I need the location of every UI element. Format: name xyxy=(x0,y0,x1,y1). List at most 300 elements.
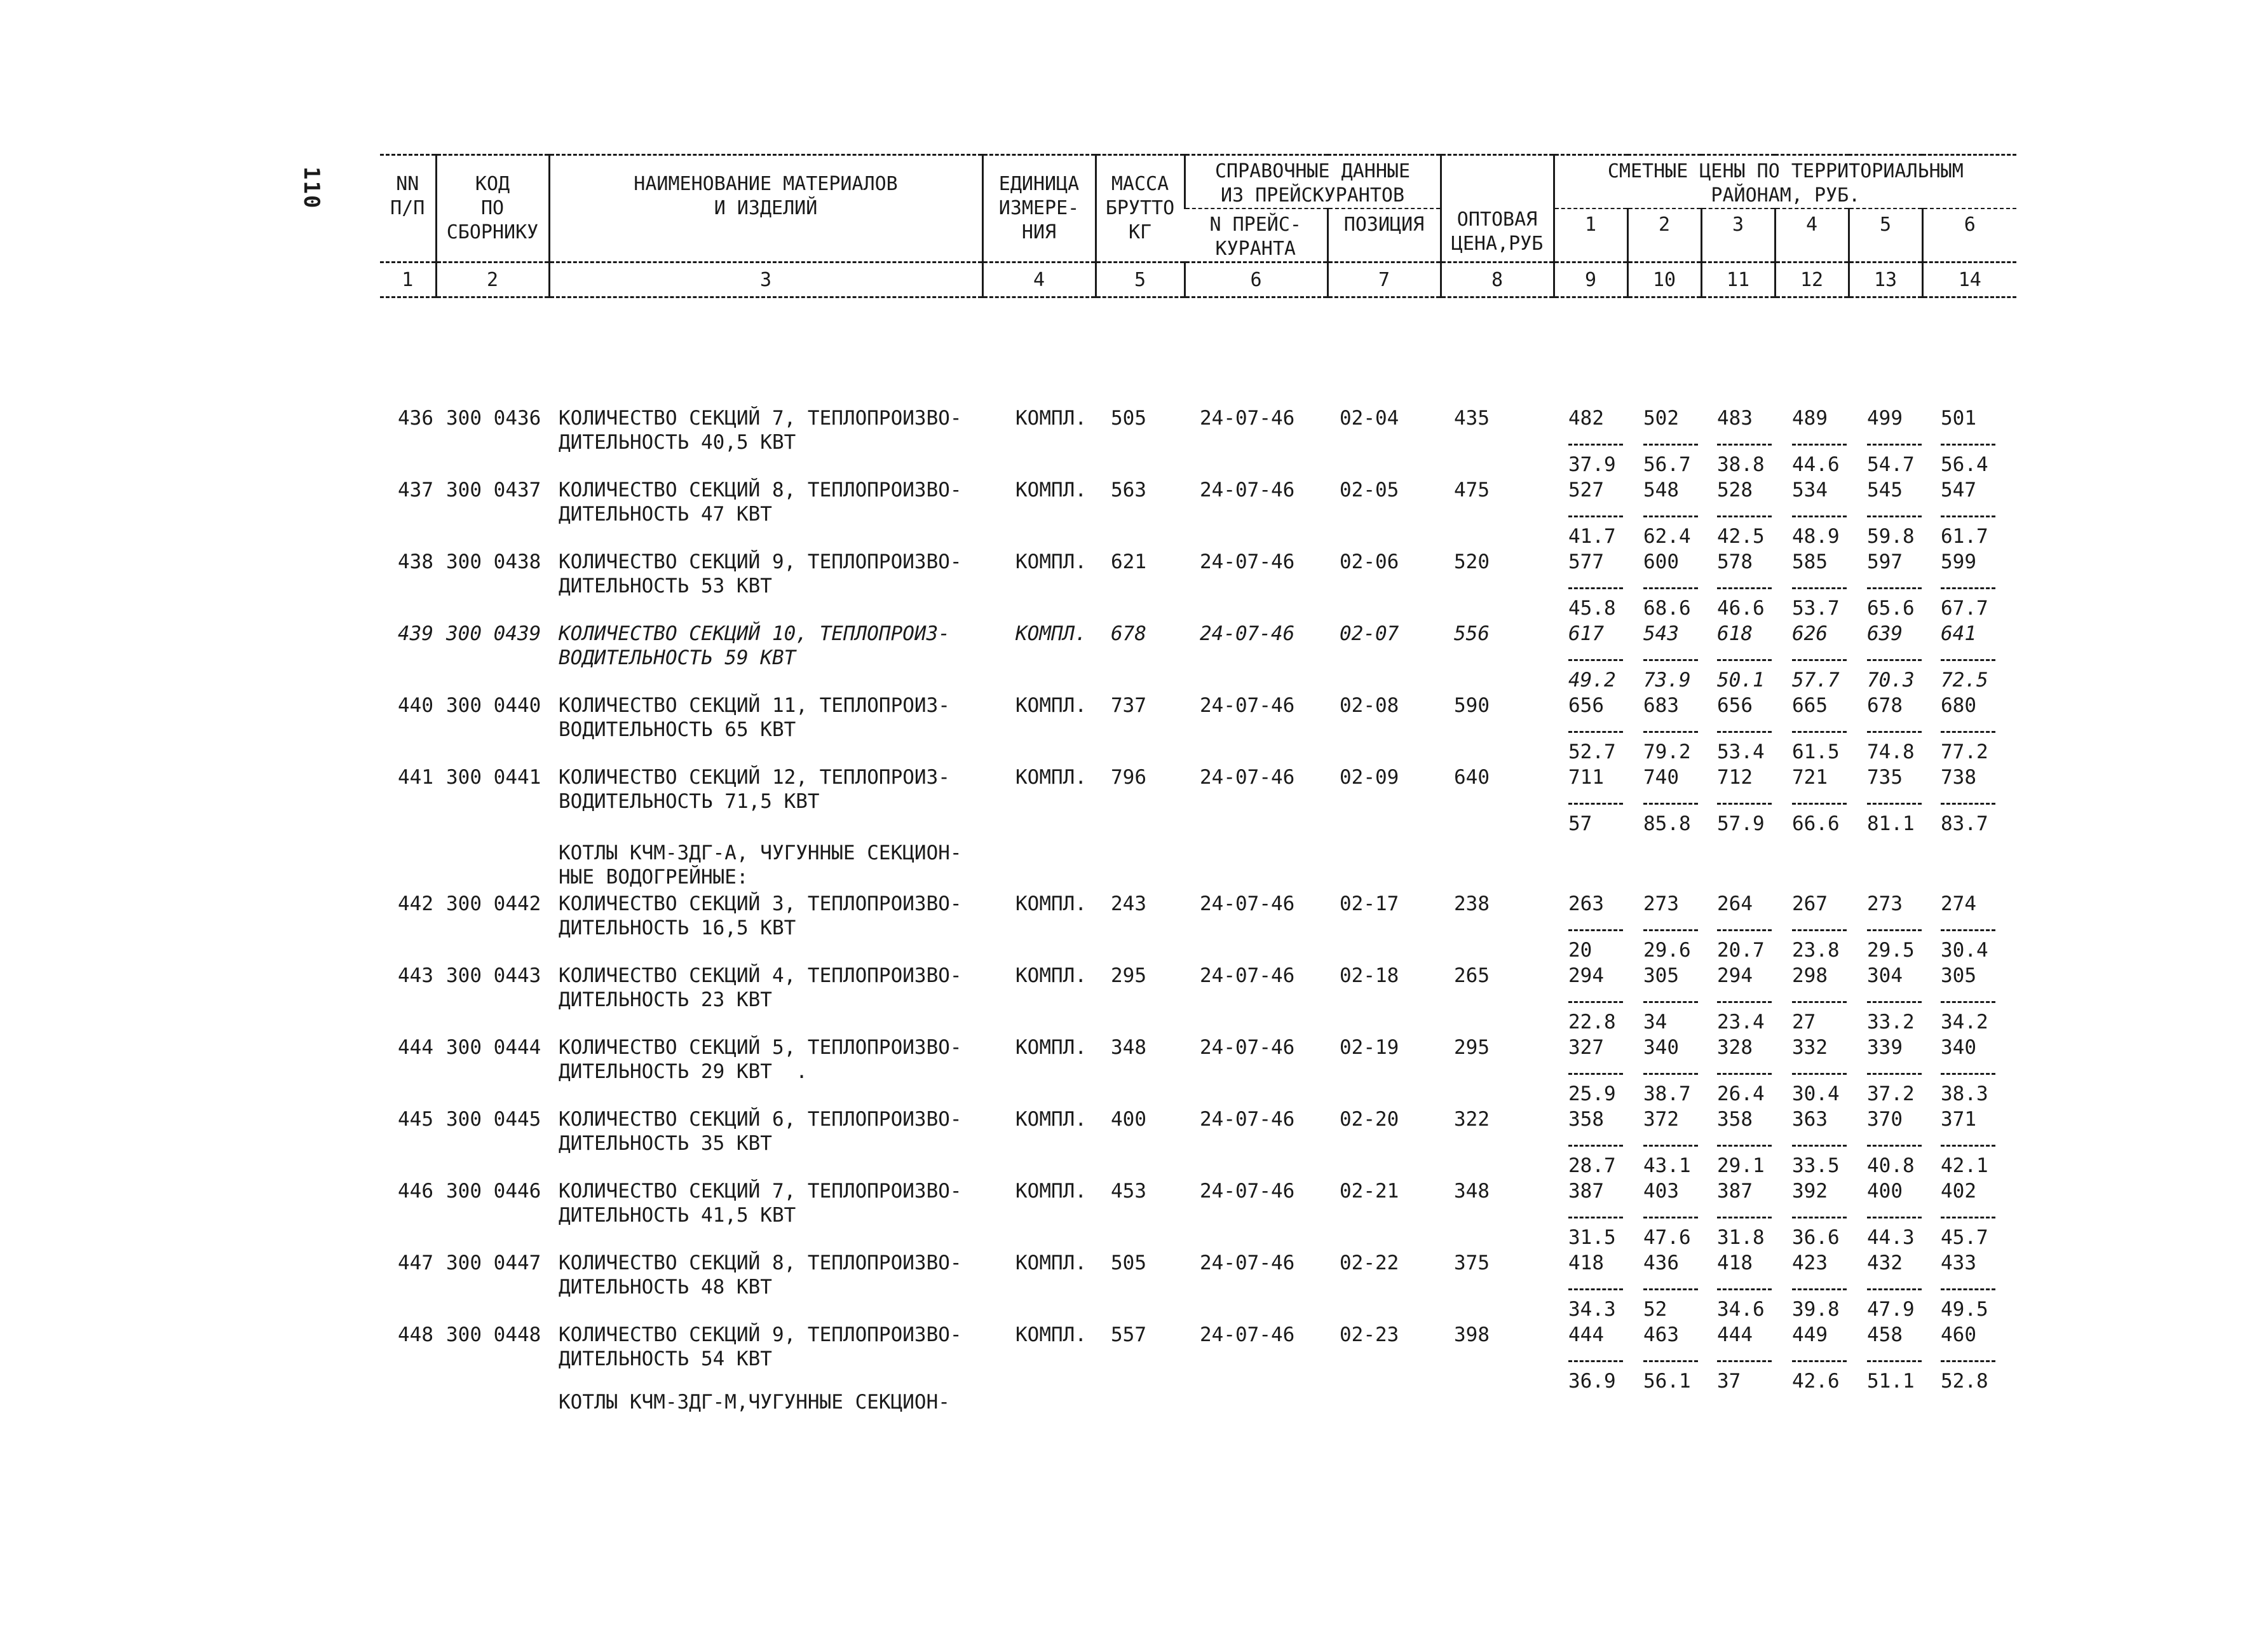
price-lower: 49.2 xyxy=(1568,669,1616,692)
price-lower: 57.7 xyxy=(1792,669,1840,692)
price-upper: 263 xyxy=(1568,892,1604,915)
header-price-list: N ПРЕЙС- КУРАНТА xyxy=(1185,208,1328,263)
price-lower: 29.1 xyxy=(1717,1154,1765,1177)
price-upper: 547 xyxy=(1941,479,1976,502)
row-wholesale: 590 xyxy=(1454,694,1490,717)
price-lower: 67.7 xyxy=(1941,597,1988,620)
row-region-prices xyxy=(1568,1036,2026,1108)
fraction-bar xyxy=(1941,1217,1995,1218)
fraction-bar xyxy=(1568,515,1623,517)
price-lower: 29.6 xyxy=(1643,939,1691,962)
fraction-bar xyxy=(1643,1360,1698,1362)
price-lower: 48.9 xyxy=(1792,525,1840,548)
row-code: 300 0440 xyxy=(446,694,541,717)
row-name: КОЛИЧЕСТВО СЕКЦИЙ 7, ТЕПЛОПРОИЗВО- xyxy=(559,407,962,430)
fraction-bar xyxy=(1792,1360,1847,1362)
row-number: 443 xyxy=(398,964,433,987)
row-mass: 796 xyxy=(1111,766,1146,789)
fraction-bar xyxy=(1792,731,1847,733)
price-upper: 585 xyxy=(1792,550,1828,573)
row-code: 300 0439 xyxy=(446,622,541,645)
row-price-list: 24-07-46 xyxy=(1200,1180,1295,1203)
fraction-bar xyxy=(1568,929,1623,931)
fraction-bar xyxy=(1717,444,1772,446)
price-upper: 339 xyxy=(1867,1036,1903,1059)
price-upper: 578 xyxy=(1717,550,1753,573)
page-number: 110 xyxy=(299,167,324,210)
price-lower: 38.7 xyxy=(1643,1082,1691,1105)
fraction-bar xyxy=(1941,1073,1995,1075)
price-lower: 34.3 xyxy=(1568,1298,1616,1321)
row-name: КОЛИЧЕСТВО СЕКЦИЙ 8, ТЕПЛОПРОИЗВО- xyxy=(559,1252,962,1274)
price-upper: 267 xyxy=(1792,892,1828,915)
row-name: КОЛИЧЕСТВО СЕКЦИЙ 9, ТЕПЛОПРОИЗВО- xyxy=(559,550,962,573)
table-row xyxy=(380,1108,2026,1180)
table-body xyxy=(380,407,2026,1395)
row-unit: КОМПЛ. xyxy=(1015,550,1087,573)
row-unit: КОМПЛ. xyxy=(1015,1036,1087,1059)
table-row xyxy=(380,479,2026,550)
row-position: 02-23 xyxy=(1340,1323,1399,1346)
price-upper: 543 xyxy=(1643,622,1679,645)
row-name-cont: ДИТЕЛЬНОСТЬ 29 КВТ . xyxy=(559,1060,808,1083)
row-name: КОЛИЧЕСТВО СЕКЦИЙ 8, ТЕПЛОПРОИЗВО- xyxy=(559,479,962,502)
row-code: 300 0444 xyxy=(446,1036,541,1059)
row-position: 02-09 xyxy=(1340,766,1399,789)
row-name: КОЛИЧЕСТВО СЕКЦИЙ 7, ТЕПЛОПРОИЗВО- xyxy=(559,1180,962,1203)
fraction-bar xyxy=(1717,515,1772,517)
column-number: 11 xyxy=(1701,263,1775,297)
fraction-bar xyxy=(1643,803,1698,805)
price-upper: 711 xyxy=(1568,766,1604,789)
header-ref-group: СПРАВОЧНЫЕ ДАННЫЕ ИЗ ПРЕЙСКУРАНТОВ xyxy=(1185,155,1441,209)
row-position: 02-17 xyxy=(1340,892,1399,915)
price-upper: 641 xyxy=(1941,622,1976,645)
price-upper: 738 xyxy=(1941,766,1976,789)
section-title-kchm-m: КОТЛЫ КЧМ-ЗДГ-М,ЧУГУННЫЕ СЕКЦИОН- xyxy=(559,1391,950,1414)
header-code: КОД ПО СБОРНИКУ xyxy=(436,155,549,263)
row-code: 300 0437 xyxy=(446,479,541,502)
table-row xyxy=(380,892,2026,964)
price-lower: 61.5 xyxy=(1792,740,1840,763)
row-code: 300 0442 xyxy=(446,892,541,915)
price-lower: 56.1 xyxy=(1643,1370,1691,1393)
row-mass: 563 xyxy=(1111,479,1146,502)
price-upper: 683 xyxy=(1643,694,1679,717)
row-name: КОЛИЧЕСТВО СЕКЦИЙ 3, ТЕПЛОПРОИЗВО- xyxy=(559,892,962,915)
price-upper: 371 xyxy=(1941,1108,1976,1131)
fraction-bar xyxy=(1941,659,1995,661)
fraction-bar xyxy=(1792,1001,1847,1003)
price-upper: 332 xyxy=(1792,1036,1828,1059)
price-upper: 294 xyxy=(1568,964,1604,987)
fraction-bar xyxy=(1867,444,1922,446)
row-number: 445 xyxy=(398,1108,433,1131)
fraction-bar xyxy=(1643,1288,1698,1290)
row-name: КОЛИЧЕСТВО СЕКЦИЙ 11, ТЕПЛОПРОИЗ- xyxy=(559,694,950,717)
row-wholesale: 322 xyxy=(1454,1108,1490,1131)
row-number: 439 xyxy=(398,622,433,645)
table-row xyxy=(380,550,2026,622)
price-upper: 463 xyxy=(1643,1323,1679,1346)
price-upper: 597 xyxy=(1867,550,1903,573)
fraction-bar xyxy=(1867,1145,1922,1147)
row-wholesale: 520 xyxy=(1454,550,1490,573)
fraction-bar xyxy=(1867,929,1922,931)
row-mass: 243 xyxy=(1111,892,1146,915)
fraction-bar xyxy=(1941,515,1995,517)
fraction-bar xyxy=(1643,1073,1698,1075)
price-lower: 42.6 xyxy=(1792,1370,1840,1393)
row-code: 300 0448 xyxy=(446,1323,541,1346)
price-lower: 31.5 xyxy=(1568,1226,1616,1249)
price-lower: 37 xyxy=(1717,1370,1741,1393)
row-region-prices xyxy=(1568,622,2026,694)
row-name-cont: ДИТЕЛЬНОСТЬ 40,5 КВТ xyxy=(559,431,796,454)
price-upper: 599 xyxy=(1941,550,1976,573)
column-number: 14 xyxy=(1922,263,2016,297)
table-row xyxy=(380,407,2026,479)
row-name: КОЛИЧЕСТВО СЕКЦИЙ 10, ТЕПЛОПРОИЗ- xyxy=(559,622,950,645)
header-mass: МАССА БРУТТО КГ xyxy=(1096,155,1185,263)
row-region-prices xyxy=(1568,1180,2026,1252)
price-upper: 460 xyxy=(1941,1323,1976,1346)
section-title-line-1: КОТЛЫ КЧМ-ЗДГ-А, ЧУГУННЫЕ СЕКЦИОН- xyxy=(559,842,962,864)
row-position: 02-06 xyxy=(1340,550,1399,573)
fraction-bar xyxy=(1568,1001,1623,1003)
row-price-list: 24-07-46 xyxy=(1200,550,1295,573)
column-number: 6 xyxy=(1185,263,1328,297)
fraction-bar xyxy=(1941,731,1995,733)
price-lower: 49.5 xyxy=(1941,1298,1988,1321)
row-number: 447 xyxy=(398,1252,433,1274)
row-number: 444 xyxy=(398,1036,433,1059)
price-upper: 432 xyxy=(1867,1252,1903,1274)
price-lower: 29.5 xyxy=(1867,939,1915,962)
header-position: ПОЗИЦИЯ xyxy=(1328,208,1441,263)
price-lower: 34.2 xyxy=(1941,1011,1988,1034)
row-name-cont: ВОДИТЕЛЬНОСТЬ 65 КВТ xyxy=(559,718,796,741)
row-mass: 678 xyxy=(1111,622,1146,645)
fraction-bar xyxy=(1643,515,1698,517)
price-upper: 328 xyxy=(1717,1036,1753,1059)
price-upper: 600 xyxy=(1643,550,1679,573)
row-region-prices xyxy=(1568,964,2026,1036)
price-upper: 548 xyxy=(1643,479,1679,502)
price-upper: 499 xyxy=(1867,407,1903,430)
row-mass: 295 xyxy=(1111,964,1146,987)
row-price-list: 24-07-46 xyxy=(1200,766,1295,789)
price-lower: 38.3 xyxy=(1941,1082,1988,1105)
row-wholesale: 435 xyxy=(1454,407,1490,430)
row-wholesale: 475 xyxy=(1454,479,1490,502)
row-code: 300 0446 xyxy=(446,1180,541,1203)
table-row xyxy=(380,964,2026,1036)
price-lower: 45.7 xyxy=(1941,1226,1988,1249)
row-position: 02-04 xyxy=(1340,407,1399,430)
fraction-bar xyxy=(1717,1217,1772,1218)
row-position: 02-07 xyxy=(1340,622,1399,645)
price-upper: 678 xyxy=(1867,694,1903,717)
fraction-bar xyxy=(1643,1001,1698,1003)
price-lower: 77.2 xyxy=(1941,740,1988,763)
row-mass: 737 xyxy=(1111,694,1146,717)
row-unit: КОМПЛ. xyxy=(1015,892,1087,915)
price-upper: 274 xyxy=(1941,892,1976,915)
price-upper: 370 xyxy=(1867,1108,1903,1131)
row-mass: 453 xyxy=(1111,1180,1146,1203)
price-upper: 304 xyxy=(1867,964,1903,987)
fraction-bar xyxy=(1568,659,1623,661)
price-lower: 45.8 xyxy=(1568,597,1616,620)
fraction-bar xyxy=(1717,731,1772,733)
price-upper: 273 xyxy=(1643,892,1679,915)
fraction-bar xyxy=(1792,587,1847,589)
fraction-bar xyxy=(1867,1360,1922,1362)
price-upper: 712 xyxy=(1717,766,1753,789)
price-lower: 44.3 xyxy=(1867,1226,1915,1249)
row-mass: 505 xyxy=(1111,1252,1146,1274)
price-lower: 59.8 xyxy=(1867,525,1915,548)
row-mass: 557 xyxy=(1111,1323,1146,1346)
price-lower: 62.4 xyxy=(1643,525,1691,548)
price-lower: 47.6 xyxy=(1643,1226,1691,1249)
row-name-cont: ДИТЕЛЬНОСТЬ 35 КВТ xyxy=(559,1132,772,1155)
row-price-list: 24-07-46 xyxy=(1200,694,1295,717)
row-unit: КОМПЛ. xyxy=(1015,622,1087,645)
price-upper: 402 xyxy=(1941,1180,1976,1203)
price-lower: 70.3 xyxy=(1867,669,1915,692)
price-upper: 400 xyxy=(1867,1180,1903,1203)
row-name-cont: ВОДИТЕЛЬНОСТЬ 71,5 КВТ xyxy=(559,790,820,813)
price-upper: 340 xyxy=(1941,1036,1976,1059)
row-number: 448 xyxy=(398,1323,433,1346)
row-name: КОЛИЧЕСТВО СЕКЦИЙ 12, ТЕПЛОПРОИЗ- xyxy=(559,766,950,789)
fraction-bar xyxy=(1717,1288,1772,1290)
column-number: 8 xyxy=(1441,263,1554,297)
price-upper: 618 xyxy=(1717,622,1753,645)
price-upper: 327 xyxy=(1568,1036,1604,1059)
price-upper: 528 xyxy=(1717,479,1753,502)
fraction-bar xyxy=(1717,929,1772,931)
price-upper: 656 xyxy=(1568,694,1604,717)
price-lower: 57 xyxy=(1568,812,1592,835)
fraction-bar xyxy=(1867,515,1922,517)
price-upper: 387 xyxy=(1568,1180,1604,1203)
row-position: 02-18 xyxy=(1340,964,1399,987)
row-mass: 348 xyxy=(1111,1036,1146,1059)
price-upper: 740 xyxy=(1643,766,1679,789)
price-lower: 47.9 xyxy=(1867,1298,1915,1321)
row-price-list: 24-07-46 xyxy=(1200,892,1295,915)
price-upper: 527 xyxy=(1568,479,1604,502)
row-position: 02-08 xyxy=(1340,694,1399,717)
price-upper: 534 xyxy=(1792,479,1828,502)
price-upper: 444 xyxy=(1568,1323,1604,1346)
fraction-bar xyxy=(1717,1001,1772,1003)
price-upper: 665 xyxy=(1792,694,1828,717)
column-numbers-row xyxy=(380,263,2016,297)
table-row xyxy=(380,694,2026,766)
price-upper: 392 xyxy=(1792,1180,1828,1203)
row-wholesale: 640 xyxy=(1454,766,1490,789)
table-header xyxy=(380,154,2016,298)
price-lower: 44.6 xyxy=(1792,453,1840,476)
header-region-1: 1 xyxy=(1554,208,1627,263)
row-mass: 621 xyxy=(1111,550,1146,573)
fraction-bar xyxy=(1867,659,1922,661)
price-upper: 294 xyxy=(1717,964,1753,987)
fraction-bar xyxy=(1568,587,1623,589)
price-upper: 340 xyxy=(1643,1036,1679,1059)
row-price-list: 24-07-46 xyxy=(1200,407,1295,430)
row-price-list: 24-07-46 xyxy=(1200,1108,1295,1131)
price-lower: 40.8 xyxy=(1867,1154,1915,1177)
table-row xyxy=(380,766,2026,838)
price-lower: 39.8 xyxy=(1792,1298,1840,1321)
row-number: 437 xyxy=(398,479,433,502)
row-region-prices xyxy=(1568,1108,2026,1180)
row-position: 02-05 xyxy=(1340,479,1399,502)
price-upper: 423 xyxy=(1792,1252,1828,1274)
price-lower: 36.6 xyxy=(1792,1226,1840,1249)
row-wholesale: 238 xyxy=(1454,892,1490,915)
price-upper: 545 xyxy=(1867,479,1903,502)
row-position: 02-19 xyxy=(1340,1036,1399,1059)
column-number: 7 xyxy=(1328,263,1441,297)
fraction-bar xyxy=(1568,1288,1623,1290)
fraction-bar xyxy=(1643,444,1698,446)
fraction-bar xyxy=(1792,1145,1847,1147)
price-upper: 449 xyxy=(1792,1323,1828,1346)
price-lower: 28.7 xyxy=(1568,1154,1616,1177)
row-unit: КОМПЛ. xyxy=(1015,1180,1087,1203)
price-upper: 502 xyxy=(1643,407,1679,430)
fraction-bar xyxy=(1941,1288,1995,1290)
price-lower: 85.8 xyxy=(1643,812,1691,835)
row-name-cont: ВОДИТЕЛЬНОСТЬ 59 КВТ xyxy=(559,646,796,669)
row-unit: КОМПЛ. xyxy=(1015,694,1087,717)
fraction-bar xyxy=(1792,444,1847,446)
fraction-bar xyxy=(1941,1360,1995,1362)
price-upper: 358 xyxy=(1568,1108,1604,1131)
row-price-list: 24-07-46 xyxy=(1200,1036,1295,1059)
fraction-bar xyxy=(1717,803,1772,805)
fraction-bar xyxy=(1568,1145,1623,1147)
price-lower: 66.6 xyxy=(1792,812,1840,835)
row-wholesale: 375 xyxy=(1454,1252,1490,1274)
price-upper: 444 xyxy=(1717,1323,1753,1346)
price-lower: 50.1 xyxy=(1717,669,1765,692)
price-upper: 363 xyxy=(1792,1108,1828,1131)
fraction-bar xyxy=(1568,1217,1623,1218)
row-code: 300 0436 xyxy=(446,407,541,430)
header-name: НАИМЕНОВАНИЕ МАТЕРИАЛОВ И ИЗДЕЛИЙ xyxy=(549,155,982,263)
price-lower: 52.8 xyxy=(1941,1370,1988,1393)
row-code: 300 0438 xyxy=(446,550,541,573)
price-upper: 639 xyxy=(1867,622,1903,645)
row-name: КОЛИЧЕСТВО СЕКЦИЙ 4, ТЕПЛОПРОИЗВО- xyxy=(559,964,962,987)
price-lower: 56.4 xyxy=(1941,453,1988,476)
row-region-prices xyxy=(1568,407,2026,479)
row-unit: КОМПЛ. xyxy=(1015,964,1087,987)
header-region-5: 5 xyxy=(1849,208,1922,263)
price-lower: 30.4 xyxy=(1792,1082,1840,1105)
price-lower: 72.5 xyxy=(1941,669,1988,692)
price-upper: 577 xyxy=(1568,550,1604,573)
fraction-bar xyxy=(1867,1073,1922,1075)
price-upper: 418 xyxy=(1568,1252,1604,1274)
header-regions-group: СМЕТНЫЕ ЦЕНЫ ПО ТЕРРИТОРИАЛЬНЫМ РАЙОНАМ, РУБ. xyxy=(1554,155,2016,209)
price-lower: 20 xyxy=(1568,939,1592,962)
price-lower: 36.9 xyxy=(1568,1370,1616,1393)
price-upper: 656 xyxy=(1717,694,1753,717)
fraction-bar xyxy=(1867,803,1922,805)
fraction-bar xyxy=(1941,587,1995,589)
price-upper: 436 xyxy=(1643,1252,1679,1274)
price-lower: 43.1 xyxy=(1643,1154,1691,1177)
row-code: 300 0447 xyxy=(446,1252,541,1274)
row-region-prices xyxy=(1568,766,2026,838)
column-number: 9 xyxy=(1554,263,1627,297)
row-region-prices xyxy=(1568,550,2026,622)
table-row xyxy=(380,1252,2026,1323)
price-upper: 305 xyxy=(1941,964,1976,987)
row-unit: КОМПЛ. xyxy=(1015,479,1087,502)
row-code: 300 0441 xyxy=(446,766,541,789)
header-region-4: 4 xyxy=(1775,208,1849,263)
price-lower: 25.9 xyxy=(1568,1082,1616,1105)
price-upper: 387 xyxy=(1717,1180,1753,1203)
price-lower: 57.9 xyxy=(1717,812,1765,835)
price-lower: 37.2 xyxy=(1867,1082,1915,1105)
price-upper: 617 xyxy=(1568,622,1604,645)
price-lower: 34.6 xyxy=(1717,1298,1765,1321)
fraction-bar xyxy=(1643,1145,1698,1147)
fraction-bar xyxy=(1568,1073,1623,1075)
fraction-bar xyxy=(1792,659,1847,661)
column-number: 5 xyxy=(1096,263,1185,297)
fraction-bar xyxy=(1568,803,1623,805)
row-wholesale: 348 xyxy=(1454,1180,1490,1203)
fraction-bar xyxy=(1717,587,1772,589)
price-upper: 626 xyxy=(1792,622,1828,645)
row-unit: КОМПЛ. xyxy=(1015,1108,1087,1131)
price-upper: 298 xyxy=(1792,964,1828,987)
row-position: 02-21 xyxy=(1340,1180,1399,1203)
fraction-bar xyxy=(1941,1145,1995,1147)
row-price-list: 24-07-46 xyxy=(1200,1323,1295,1346)
price-lower: 53.7 xyxy=(1792,597,1840,620)
column-number: 13 xyxy=(1849,263,1922,297)
price-upper: 264 xyxy=(1717,892,1753,915)
table-row xyxy=(380,1180,2026,1252)
row-name-cont: ДИТЕЛЬНОСТЬ 53 КВТ xyxy=(559,575,772,597)
price-lower: 41.7 xyxy=(1568,525,1616,548)
fraction-bar xyxy=(1941,444,1995,446)
row-name: КОЛИЧЕСТВО СЕКЦИЙ 9, ТЕПЛОПРОИЗВО- xyxy=(559,1323,962,1346)
price-upper: 358 xyxy=(1717,1108,1753,1131)
row-wholesale: 398 xyxy=(1454,1323,1490,1346)
row-price-list: 24-07-46 xyxy=(1200,622,1295,645)
fraction-bar xyxy=(1867,1217,1922,1218)
row-name-cont: ДИТЕЛЬНОСТЬ 23 КВТ xyxy=(559,988,772,1011)
row-region-prices xyxy=(1568,479,2026,550)
price-upper: 735 xyxy=(1867,766,1903,789)
row-mass: 505 xyxy=(1111,407,1146,430)
price-lower: 83.7 xyxy=(1941,812,1988,835)
price-lower: 34 xyxy=(1643,1011,1667,1034)
